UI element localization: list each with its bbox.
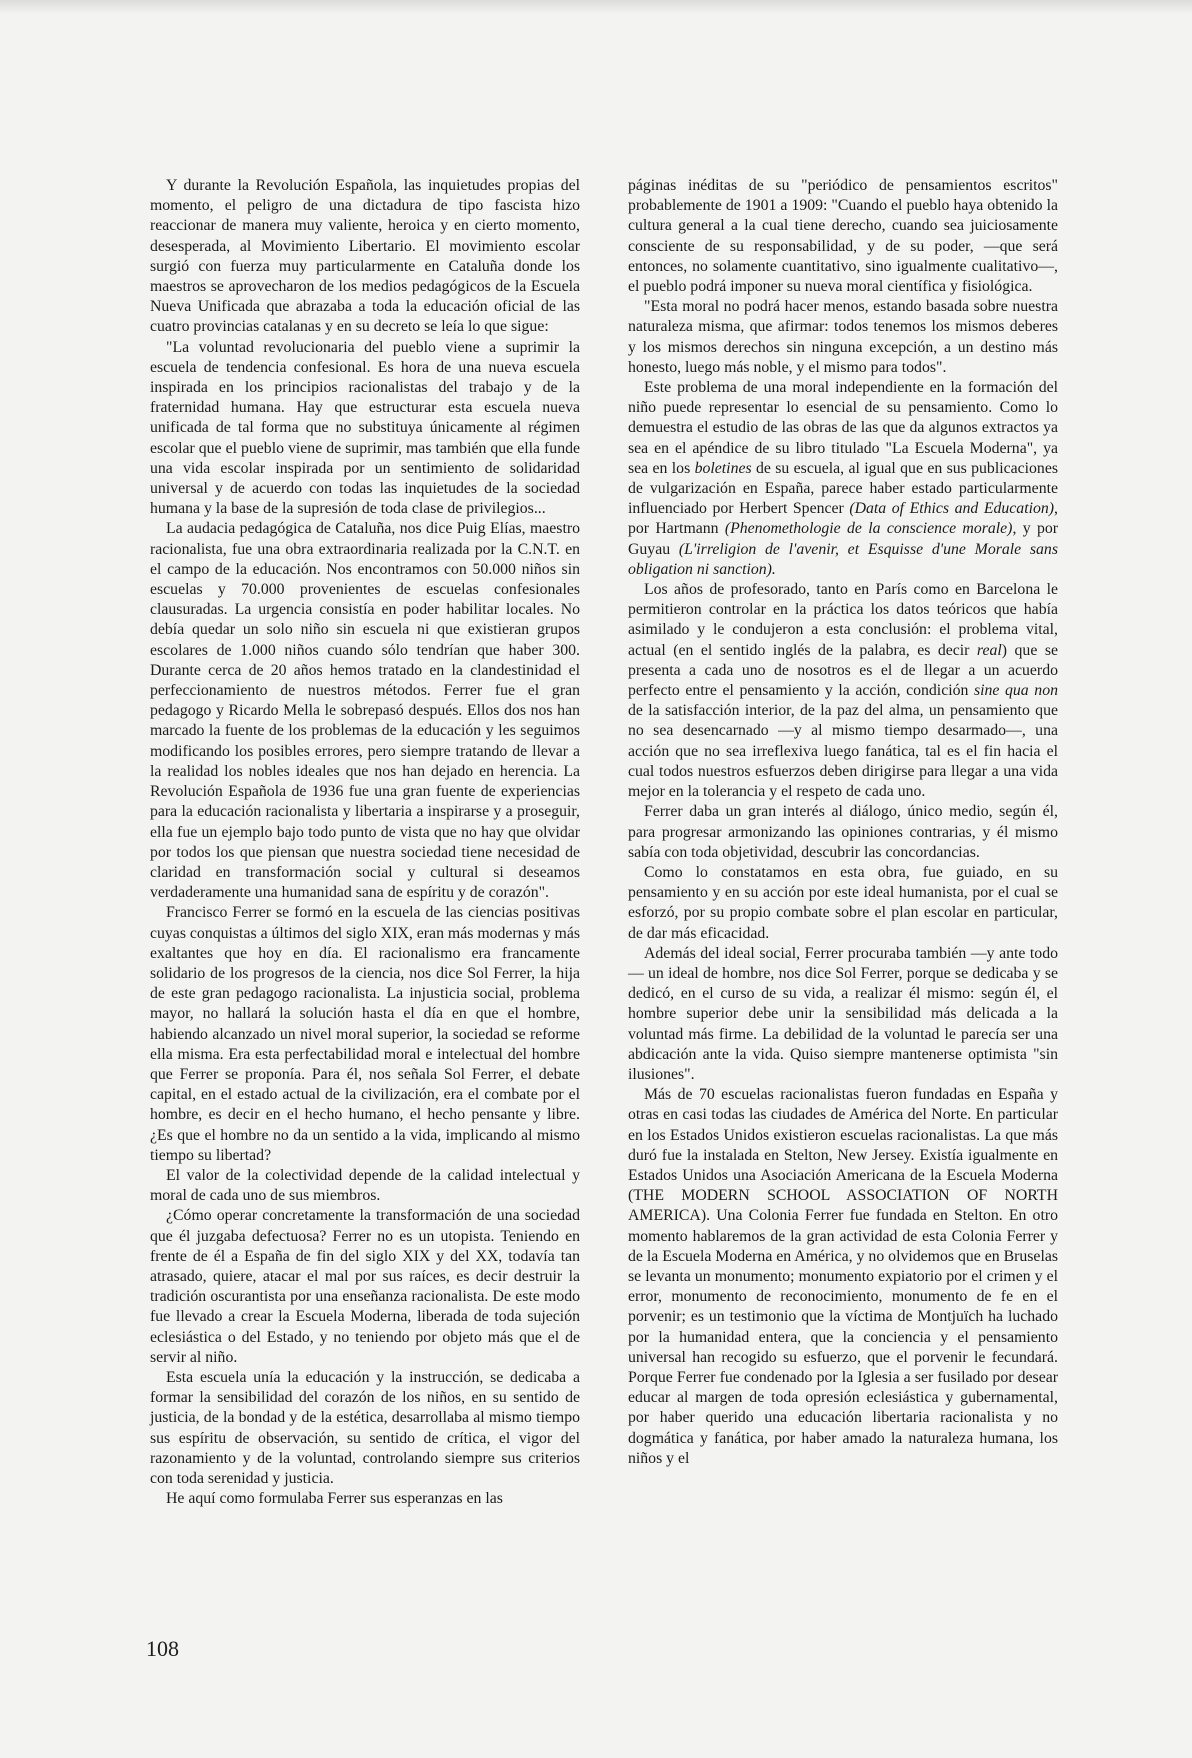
italic-text: boletines — [694, 459, 752, 477]
paragraph-text: He aquí como formulaba Ferrer sus esperanzas en las — [166, 1490, 503, 1508]
paragraph — [628, 863, 1058, 944]
paragraph-text: Más de 70 escuelas racionalistas fueron fundadas en España y otras en casi todas las ciudades de América del Norte. En particular en los Estados Unidos existieron escuelas racionalistas. La que más duró fue la instalada en Stelton, New Jersey. Existía igualmente en Estados Unidos una Asociación Americana de la Escuela Moderna (THE MODERN SCHOOL ASSOCIATION OF NORTH AMERICA). Una Colonia Ferrer fue fundada en Stelton. En otro momento hablaremos de la gran actividad de esta Colonia Ferrer y de la Escuela Moderna en América, y no olvidemos que en Bruselas se levanta un monumento; monumento expiatorio por el crimen y el error, monumento de reconocimiento, monumento de fe en el porvenir; es un testimonio que la víctima de Montjuïch ha luchado por la humanidad entera, que la conciencia y el pensamiento universal han recogido su esfuerzo, que el porvenir le fecundará. Porque Ferrer fue condenado por la Iglesia a ser fusilado por desear educar al margen de toda opresión eclesiástica y gubernamental, por haber querido una educación libertaria racionalista y no dogmática y fanática, por haber amado la naturaleza humana, los niños y el — [628, 1086, 1058, 1467]
scan-edge — [0, 0, 1192, 14]
paragraph — [628, 1085, 1058, 1469]
paragraph-text: "Esta moral no podrá hacer menos, estando basada sobre nuestra naturaleza misma, que afirmar: todos tenemos los mismos deberes y los mismos derechos sin ninguna excepción, a un destino más honesto, luego más noble, y el mismo para todos". — [628, 298, 1058, 376]
paragraph-text: ) que se presenta a cada uno de nosotros es el de llegar a un acuerdo perfecto entre el pensamiento y la acción, condición — [628, 641, 1058, 700]
paragraph-text: Los años de profesorado, tanto en París como en Barcelona le permitieron controlar en la práctica los datos teóricos que había asimilado y le condujeron a esta conclusión: el problema vital, actual (en el sentido inglés de la palabra, es decir — [628, 581, 1058, 659]
paragraph-text: Además del ideal social, Ferrer procuraba también —y ante todo— un ideal de hombre, nos dice Sol Ferrer, porque se dedicaba y se dedicó, en el curso de su vida, a realizar él mismo: según él, el hombre superior debe unir la sensibilidad más delicada a la voluntad más firme. La debilidad de la voluntad le parecía ser una abdicación ante la vida. Quiso siempre mantenerse optimista "sin ilusiones". — [628, 944, 1058, 1083]
paragraph — [628, 378, 1058, 580]
italic-text: (Data of Ethics and Education) — [849, 500, 1055, 518]
paragraph-text: páginas inéditas de su "periódico de pensamientos escritos" probablemente de 1901 a 1909: "Cuando el pueblo haya obtenido la cultura general a la cual tiene derecho, cuando sea juiciosamente consciente de su responsabilidad, y de su poder, —que será entonces, no solamente cuantitativo, sino igualmente cualitativo—, el pueblo podrá imponer su nueva moral científica y fisiológica. — [628, 177, 1058, 296]
paragraph — [150, 1206, 580, 1368]
left-column — [150, 176, 580, 1509]
paragraph-text: , por Hartmann — [628, 500, 1058, 538]
paragraph-text: "La voluntad revolucionaria del pueblo viene a suprimir la escuela de tendencia confesional. Es hora de una nueva escuela inspirada en los principios racionalistas del trabajo y de la fraternidad humana. Hay que estructurar esta escuela nueva unificada de tal forma que no substituya únicamente al régimen escolar que el pueblo viene de suprimir, mas también que ella funde una vida escolar inspirada por un sentimiento de solidaridad universal y de acuerdo con todas las inquietudes de la sociedad humana y la base de la supresión de toda clase de privilegios... — [150, 338, 580, 518]
paragraph — [150, 903, 580, 1166]
paragraph-text: Esta escuela unía la educación y la instrucción, se dedicaba a formar la sensibilidad del corazón de los niños, en su sentido de justicia, de la bondad y de la estética, desarrollaba al mismo tiempo sus espíritu de observación, su sentido de crítica, el vigor del razonamiento y de la voluntad, controlando siempre sus criterios con toda serenidad y justicia. — [150, 1368, 580, 1487]
italic-text: sine qua non — [973, 682, 1058, 700]
italic-text: (Phenomethologie de la conscience morale) — [724, 520, 1013, 538]
italic-text: real — [976, 641, 1002, 659]
paragraph — [150, 1166, 580, 1206]
paragraph-text: La audacia pedagógica de Cataluña, nos dice Puig Elías, maestro racionalista, fue una obra extraordinaria realizada por la C.N.T. en el campo de la educación. Nos encontramos con 50.000 niños sin escuelas y 70.000 provenientes de escuelas confesionales clausuradas. La urgencia consistía en poder habilitar locales. No debía quedar un solo niño sin escuela ni que existieran grupos escolares de 1.000 niños cuando sólo tendrían que haber 300. Durante cerca de 20 años hemos tratado en la clandestinidad el perfeccionamiento de nuestros métodos. Ferrer fue el gran pedagogo y Ricardo Mella le sobrepasó después. Ellos dos nos han marcado la fuente de los problemas de la educación y les seguimos modificando los posibles errores, pero siempre tratando de llevar a la realidad los nobles ideales que nos han dejado en herencia. La Revolución Española de 1936 fue una gran fuente de experiencias para la educación racionalista y libertaria a inspirarse y a proseguir, ella fue un ejemplo bajo todo punto de vista que no hay que olvidar por todos los que piensan que nuestra sociedad tiene necesidad de claridad en transformación social y cultural si deseamos verdaderamente una humanidad sana de espíritu y de corazón". — [150, 520, 580, 902]
paragraph-text: Ferrer daba un gran interés al diálogo, único medio, según él, para progresar armonizando las opiniones contrarias, y él mismo sabía con toda objetividad, descubrir las concordancias. — [628, 803, 1058, 861]
paragraph — [150, 519, 580, 903]
paragraph-text: Y durante la Revolución Española, las inquietudes propias del momento, el peligro de una dictadura de tipo fascista hizo reaccionar de manera muy valiente, heroica y en cierto momento, desesperada, al Movimiento Libertario. El movimiento escolar surgió con fuerza muy particularmente en Cataluña donde los maestros se aprovecharon de los medios pedagógicos de la Escuela Nueva Unificada que abrazaba a toda la educación oficial de las cuatro provincias catalanas y en su decreto se leía lo que sigue: — [150, 177, 580, 336]
paragraph-text: de la satisfacción interior, de la paz del alma, un pensamiento que no sea desencarnado —y al mismo tiempo desarmado—, una acción que no sea irreflexiva luego fanática, tal es el fin hacia el cual todos nuestros esfuerzos deben dirigirse para llegar a una vida mejor en la tolerancia y el respeto de cada uno. — [628, 702, 1058, 801]
paragraph — [150, 338, 580, 520]
paragraph — [150, 1489, 580, 1509]
italic-text: (L'irreligion de l'avenir, et Esquisse d'une Morale sans obligation ni sanction). — [628, 540, 1058, 578]
paragraph — [628, 176, 1058, 297]
right-column — [628, 176, 1058, 1469]
paragraph — [628, 580, 1058, 802]
paragraph-text: Como lo constatamos en esta obra, fue guiado, en su pensamiento y en su acción por este ideal humanista, por el cual se esforzó, por su propio combate sobre el plan escolar en particular, de dar más eficacidad. — [628, 863, 1058, 942]
paragraph-text: ¿Cómo operar concretamente la transformación de una sociedad que él juzgaba defectuosa? Ferrer no es un utopista. Teniendo en frente de él a España de fin del siglo XIX y del XX, todavía tan atrasado, quiere, atacar el mal por sus raíces, es decir destruir la tradición oscurantista por una enseñanza racionalista. De este modo fue llevado a crear la Escuela Moderna, liberada de toda sujeción eclesiástica o del Estado, y no teniendo por objeto más que el de servir al niño. — [150, 1207, 580, 1366]
paragraph-text: El valor de la colectividad depende de la calidad intelectual y moral de cada uno de sus miembros. — [150, 1166, 580, 1205]
paragraph — [150, 176, 580, 338]
paragraph — [628, 944, 1058, 1085]
paragraph-text: Francisco Ferrer se formó en la escuela de las ciencias positivas cuyas conquistas a últimos del siglo XIX, eran más modernas y más exaltantes que hoy en día. El racionalismo era francamente solidario de los progresos de la ciencia, nos dice Sol Ferrer, la hija de este gran pedagogo racionalista. La injusticia social, problema mayor, no hallará la solución hasta el día en que el hombre, habiendo alcanzado un nivel moral superior, la sociedad se reforme ella misma. Era esta perfectabilidad moral e intelectual del hombre que Ferrer se proponía. Para él, nos señala Sol Ferrer, el debate capital, en el estado actual de la civilización, era el combate por el hombre, es decir en el hecho humano, el hecho pensante y libre. ¿Es que el hombre no da un sentido a la vida, implicando al mismo tiempo su libertad? — [150, 904, 580, 1164]
paragraph — [628, 297, 1058, 378]
paragraph — [628, 802, 1058, 863]
paragraph-text: , y por Guyau — [628, 520, 1058, 558]
page-number: 108 — [146, 1636, 179, 1661]
paragraph-text: de su escuela, al igual que en sus publicaciones de vulgarización en España, parece haber estado particularmente influenciado por Herbert Spencer — [628, 459, 1058, 518]
paragraph-text: Este problema de una moral independiente en la formación del niño puede representar lo esencial de su pensamiento. Como lo demuestra el estudio de las obras de las que da algunos extractos ya sea en el apéndice de su libro titulado "La Escuela Moderna", ya sea en los — [628, 379, 1058, 477]
paragraph — [150, 1368, 580, 1489]
